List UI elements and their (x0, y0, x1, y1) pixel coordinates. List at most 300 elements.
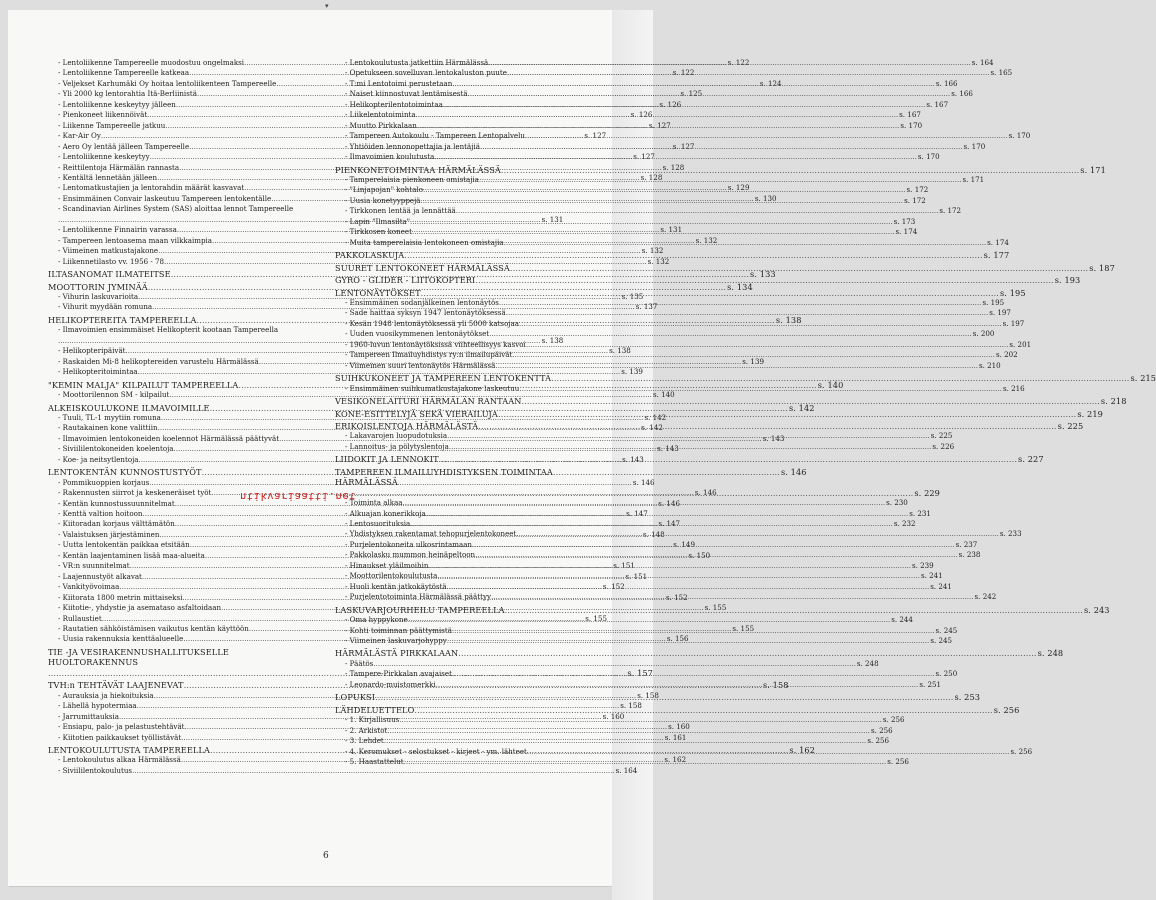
toc-entry-title: - Yli 2000 kg lentorahtia Itä-Berliinistä (58, 89, 197, 99)
toc-entry-title: - T:mi Lentotoimi perustetaan (345, 78, 453, 88)
toc-page-ref: s. 131 (660, 225, 683, 235)
toc-page-ref: s. 233 (999, 529, 1022, 539)
toc-page-ref: s. 219 (1077, 408, 1103, 419)
toc-entry-title: - Lakavarojen luopudotuksia (345, 431, 448, 441)
toc-page-ref: s. 193 (1054, 275, 1081, 286)
toc-entry-title: - 1960-luvun lentonäytöksissä viihteellisyys kasvoi (345, 339, 526, 349)
dot-leader (436, 680, 919, 690)
toc-page-ref: s. 142 (641, 423, 663, 433)
toc-entry-title: - Tuuli, TL-1 myytiin romuna (58, 412, 161, 422)
toc-entry-title: "KEMIN MALJA" KILPAILUT TAMPEREELLA (48, 379, 239, 390)
toc-entry-title: LENTOKENTÄN KUNNOSTUSTYÖT (48, 467, 202, 478)
dot-leader (452, 79, 935, 89)
toc-entry-title: - Huoli kentän jatkokäytöstä (345, 581, 447, 591)
toc-page-ref: s. 158 (620, 701, 642, 711)
dot-leader (426, 509, 909, 519)
dot-leader (132, 766, 615, 776)
dot-leader (412, 227, 895, 237)
toc-entry-title: - Aurauksia ja hiekoituksia (58, 690, 154, 700)
toc-entry-title: LIIDOKIT JA LENNOKIT (335, 454, 439, 465)
toc-page-ref: s. 170 (1008, 131, 1031, 141)
toc-entry-title: - Purjelentokoneita ulkosrintamaan (345, 539, 472, 549)
toc-entry-title: - Kentän laajentaminen lisää maa-alueita (58, 550, 205, 560)
dot-leader (421, 288, 999, 298)
dot-leader (437, 571, 920, 581)
toc-page-ref: s. 195 (1000, 287, 1026, 298)
toc-entry-title: - Kiitoradan korjaus välttämätön (58, 519, 175, 529)
dot-leader (475, 275, 1053, 285)
dot-leader (505, 605, 1083, 615)
dot-leader (498, 409, 1076, 419)
toc-page-ref: s. 237 (955, 539, 978, 549)
toc-entry-title: - Vankityövoimaa (58, 582, 120, 592)
toc-page-ref: s. 174 (895, 227, 918, 237)
toc-entry-title: - Uuden vuosikymmenen lentonäytökset (345, 329, 490, 339)
toc-entry-title: - Tampereen Ilmailuyhdistys ry:n ilmailupäivät (345, 350, 513, 360)
dot-leader (404, 757, 887, 767)
toc-page-ref: s. 253 (954, 692, 981, 703)
toc-entry-title: - Scandinavian Airlines System (SAS) aloittaa lennot Tampereelle (58, 204, 294, 214)
toc-page-ref: s. 135 (621, 291, 644, 301)
dot-leader (417, 121, 900, 131)
toc-page-ref: s. 139 (742, 356, 764, 366)
toc-page-ref: s. 256 (870, 725, 893, 735)
dot-leader (434, 152, 917, 162)
toc-entry-title: - Kentältä lennetään jälleen (58, 172, 158, 182)
toc-page-ref: s. 248 (1037, 648, 1064, 659)
toc-page-ref: s. 129 (727, 183, 750, 193)
toc-page-ref: s. 164 (615, 765, 638, 775)
toc-entry-title: - Liikelentotoiminta (345, 110, 416, 120)
toc-page-ref: s. 256 (887, 757, 909, 766)
dot-leader (501, 162, 1079, 175)
toc-page-ref: s. 167 (899, 110, 921, 120)
dot-leader (491, 592, 974, 602)
toc-page-ref: s. 132 (641, 246, 664, 256)
toc-page-ref: s. 172 (906, 185, 929, 195)
toc-page-ref: s. 160 (602, 711, 625, 721)
toc-entry-title: - Siviililentokoulutus (58, 765, 133, 775)
toc-entry-title: - Tampere-Pirkkalan avajaiset (345, 669, 452, 679)
toc-entry-title: LOPUKSI (335, 692, 376, 703)
dot-leader (495, 361, 978, 371)
dot-leader (527, 747, 1010, 757)
dot-leader (439, 454, 1017, 464)
toc-entry-title: - Pienkoneet liikennöivät (58, 110, 148, 120)
dot-leader (468, 89, 951, 99)
toc-page-ref: s. 122 (727, 58, 750, 67)
toc-entry-title: - Ilmavoimien koulutusta (345, 152, 435, 162)
toc-page-ref: s. 127 (633, 152, 655, 162)
dot-leader (375, 692, 953, 702)
toc-page-ref: s. 152 (602, 582, 625, 592)
dot-leader (423, 185, 906, 195)
dot-leader (479, 172, 962, 185)
toc-entry-title: - Purjelentotoiminta Härmälässä päättyy (345, 592, 491, 602)
toc-page-ref: s. 187 (1089, 262, 1115, 273)
toc-page-ref: s. 170 (963, 141, 986, 151)
dot-leader (488, 58, 971, 68)
toc-entry-title: TAMPEREEN ILMAILUYHDISTYKSEN TOIMINTAA HÄRMÄLÄSSÄ (335, 466, 553, 488)
toc-chapter-entry (335, 396, 1127, 407)
toc-subentry (48, 765, 638, 776)
toc-entry-title: - Ilmavoimien ensimmäiset Helikopterit kootaan Tampereella (58, 325, 279, 335)
toc-entry-title: - Rakennusten siirrot ja keskeneräiset työt (58, 488, 212, 498)
toc-entry-title: - Oma hyppykone (345, 615, 408, 625)
toc-page-ref: s. 125 (680, 89, 703, 99)
dot-leader (525, 131, 1008, 141)
toc-entry-title: - Ensimmäinen Convair laskeutuu Tampereen lentokentälle (58, 193, 272, 203)
toc-page-ref: s. 244 (891, 615, 913, 625)
toc-entry-title: - Kiitorata 1800 metrin mittaiseksi (58, 592, 183, 602)
toc-entry-title: - Moottorilentokoulutusta (345, 571, 438, 581)
toc-entry-title: - Tamperelaisia pienkoneen omistajia (345, 174, 479, 184)
binding-mark: ▾ (325, 2, 329, 10)
toc-entry-title: - Lentoliikenne Finnairin varassa (58, 225, 177, 235)
toc-entry-title: - Ensiapu, palo- ja pelastustehtävät (58, 722, 185, 732)
dot-leader (447, 431, 930, 441)
toc-subentry (335, 658, 879, 669)
toc-entry-title: ALKEISKOULUKONE ILMAVOIMILLE (48, 402, 210, 413)
toc-entry-title: ILTASANOMAT ILMATEITSE (48, 269, 171, 280)
toc-entry-title: PIENKONETOIMINTAA HÄRMÄLÄSSÄ (335, 164, 501, 175)
toc-entry-title: - 2. Arkistot (345, 725, 388, 735)
toc-entry-title: - Laajennustyöt alkavat (58, 571, 142, 581)
toc-entry-title: HELIKOPTEREITA TAMPEREELLA (48, 314, 197, 325)
dot-leader (478, 421, 1056, 431)
toc-subentry (48, 390, 675, 400)
toc-page-ref: s. 124 (759, 78, 782, 88)
toc-page-ref: s. 225 (1057, 420, 1084, 431)
toc-page-ref: s. 197 (1002, 318, 1025, 328)
toc-page-ref: s. 229 (914, 487, 940, 498)
toc-page-ref: s. 156 (666, 634, 689, 644)
toc-page-ref: s. 200 (972, 329, 995, 339)
dot-leader (489, 329, 972, 339)
toc-page-ref: s. 142 (644, 412, 667, 422)
dot-leader (452, 626, 935, 636)
toc-subentry (335, 206, 962, 216)
toc-subentry (335, 214, 916, 227)
toc-page-ref: s. 155 (585, 613, 607, 623)
toc-page-ref: s. 242 (974, 592, 997, 602)
toc-entry-title: - Veljekset Karhumäki Oy hoitaa lentoliikenteen Tampereelle (58, 78, 277, 88)
toc-entry-title: - Sade haittaa syksyn 1947 lentonäytöksessä (345, 308, 506, 318)
toc-page-ref: s. 143 (622, 454, 644, 464)
dot-leader (414, 705, 992, 715)
toc-page-ref: s. 216 (1002, 383, 1025, 393)
toc-page-ref: s. 137 (635, 302, 658, 312)
toc-entry-title: - Alkuajan konerikkoja (345, 508, 426, 518)
toc-entry-title: - Tampereen lentoasema maan vilkkaimpia (58, 235, 212, 245)
toc-entry-title: KONE-ESITTELYJÄ SEKÄ VIERAILUJA (335, 408, 498, 419)
page-number: 6 (323, 851, 329, 861)
toc-entry-title: MOOTTORIN JYMINÄÄ (48, 281, 148, 292)
toc-page-ref: s. 126 (630, 110, 653, 120)
toc-entry-title: LASKUVARJOURHEILU TAMPEREELLA (335, 604, 505, 615)
toc-page-ref: s. 201 (1009, 339, 1032, 349)
toc-page-ref: s. 248 (856, 658, 879, 668)
toc-page-ref: s. 127 (672, 141, 695, 151)
toc-entry-title: - 1. Kirjallisuus (345, 715, 400, 725)
toc-page-ref: s. 140 (817, 379, 844, 390)
toc-page-ref: s. 171 (1080, 164, 1106, 175)
toc-page-ref: s. 195 (982, 297, 1005, 307)
toc-page-ref: s. 170 (917, 152, 940, 162)
toc-page-ref: s. 197 (989, 308, 1011, 318)
toc-page-ref: s. 142 (788, 402, 815, 413)
toc-chapter-entry (48, 402, 815, 413)
toc-page-ref: s. 157 (627, 667, 653, 678)
toc-entry-title: - Ensimmäinen suihkumatkustajakone laskeutuu (345, 383, 520, 393)
toc-page-ref: s. 251 (919, 679, 942, 689)
toc-page-ref: s. 132 (695, 235, 718, 245)
toc-entry-title: - Moottorilennon SM - kilpailut (58, 390, 170, 400)
toc-entry-title: - Pommikuoppien korjaus (58, 477, 150, 487)
dot-leader (447, 582, 930, 592)
toc-entry-title: - Helikopteripäivät (58, 346, 126, 356)
dot-leader (428, 561, 911, 571)
toc-page-ref: s. 139 (621, 367, 643, 377)
dot-leader (449, 442, 932, 452)
dot-leader (404, 250, 982, 260)
dot-leader (499, 298, 982, 308)
toc-page-ref: s. 151 (625, 571, 648, 581)
toc-page-ref: s. 256 (882, 715, 905, 725)
toc-entry-title: - Kentän kunnostussuunnitelmat (58, 498, 175, 508)
toc-entry-title: - Lentokoulutus alkaa Härmälässä (58, 755, 181, 765)
dot-leader (506, 308, 989, 318)
toc-entry-title: - Tirkkonen lentää ja lennättää (345, 206, 456, 216)
toc-entry-title: - Rullaustiet (58, 613, 102, 623)
toc-entry-title: - Koe- ja neitsytlentoja (58, 454, 139, 464)
toc-entry-title: - Uutta lentokentän paikkaa etsitään (58, 540, 190, 550)
toc-entry-title: - Reittilentoja Härmälän rannasta (58, 162, 180, 172)
toc-entry-title: - Vihurit myydään romuna (58, 302, 153, 312)
dot-leader (408, 615, 891, 625)
toc-entry-title: - "Linjapojan" kohtalo (345, 185, 423, 195)
toc-entry-title: - Liikennetilasto vv. 1956 - 78 (58, 256, 165, 266)
toc-page-ref: s. 231 (909, 508, 931, 518)
dot-leader (416, 110, 899, 120)
toc-page-ref: s. 232 (893, 519, 916, 529)
toc-entry-title: HÄRMÄLÄSTÄ PIRKKALAAN (335, 648, 459, 659)
toc-entry-title: - Opetukseen sovelluvan lentokaluston puute (345, 68, 507, 78)
dot-leader (456, 206, 939, 216)
toc-entry-title: - Lentoliikenne keskeytyy (58, 152, 150, 162)
toc-entry-title: - Uusia rakennuksia kenttäalueelle (58, 634, 184, 644)
toc-entry-title: - Ensimmäinen sodanjälkeinen lentonäytös (345, 297, 499, 307)
toc-page-ref: s. 140 (652, 390, 675, 400)
toc-entry-title: - Lähellä hypotermiaa (58, 701, 137, 711)
toc-page-ref: s. 162 (664, 755, 687, 765)
toc-subentry (48, 367, 643, 377)
toc-entry-title: - Lentoliikenne Tampereelle muodostuu ongelmaksi (58, 58, 245, 67)
dot-leader (551, 373, 1129, 383)
toc-page-ref: s. 162 (789, 745, 816, 755)
toc-page-ref: s. 161 (664, 732, 687, 742)
toc-page-ref: s. 147 (626, 509, 648, 519)
toc-subentry (48, 256, 670, 267)
toc-subentry (335, 339, 1032, 350)
toc-page-ref: s. 173 (893, 216, 916, 226)
toc-page-ref: s. 133 (750, 269, 776, 280)
toc-page-ref: s. 245 (930, 636, 953, 646)
toc-page-ref: s. 132 (647, 256, 670, 266)
toc-entry-title: SUIHKUKONEET JA TAMPEREEN LENTOKENTTÄ (335, 373, 552, 384)
toc-page-ref: s. 134 (727, 281, 753, 292)
toc-page-ref: s. 238 (958, 550, 981, 560)
toc-page-ref: s. 146 (658, 498, 680, 508)
toc-page-ref: s. 158 (762, 680, 789, 691)
dot-leader (472, 540, 955, 550)
toc-entry-title: - Lentokoulutusta jatkettiin Härmälässä (345, 58, 489, 67)
toc-entry-title: - Viimeinen laskuvarjohyppy (345, 636, 447, 646)
toc-page-ref: s. 239 (912, 560, 934, 570)
dot-leader (458, 648, 1036, 658)
toc-chapter-entry (335, 648, 1064, 659)
dot-leader (516, 529, 999, 539)
toc-entry-title: - Siviililentokoneiden koelentoja (58, 444, 174, 454)
toc-entry-title: - 3. Lehdet (345, 736, 384, 746)
toc-entry-title: - Viimeinen matkustajakone (58, 246, 159, 256)
toc-page-ref: s. 150 (688, 550, 711, 560)
toc-page-ref: s. 241 (920, 571, 943, 581)
toc-entry-title: - Tampereen Autokoulu - Tampereen Lentopalvelu (345, 131, 525, 141)
toc-entry-title: - VR:n suunnitelmat (58, 561, 130, 571)
dot-leader (452, 669, 935, 679)
toc-entry-title: - Kiitotie-, yhdystie ja asemataso asfaltoidaan (58, 603, 222, 613)
toc-page-ref: s. 215 (1130, 373, 1156, 384)
toc-page-ref: s. 138 (541, 335, 564, 345)
toc-page-ref: s. 167 (926, 99, 949, 109)
toc-entry-title: LÄHDELUETTELO (335, 704, 415, 715)
toc-page-ref: s. 177 (983, 250, 1010, 261)
toc-entry-title: - Kiitotien paikkaukset työllistävät (58, 732, 182, 742)
toc-page-ref: s. 218 (1100, 396, 1127, 407)
toc-entry-title: - 5. Haastattelut (345, 757, 404, 766)
toc-page-ref: s. 230 (886, 498, 908, 508)
toc-page-ref: s. 166 (935, 78, 958, 88)
toc-page-ref: s. 210 (978, 360, 1001, 370)
toc-entry-title: - Lapin "Ilmasilta" (345, 216, 411, 226)
dot-leader (512, 350, 995, 360)
dot-leader (335, 488, 913, 498)
toc-page-ref: s. 172 (939, 206, 962, 216)
toc-page-ref: s. 152 (665, 592, 688, 602)
toc-page-ref: s. 130 (754, 193, 777, 203)
toc-page-ref: s. 256 (1010, 746, 1033, 756)
toc-subentry (335, 308, 1011, 318)
toc-page-ref: s. 170 (900, 120, 923, 130)
toc-chapter-entry (48, 269, 776, 280)
toc-page-ref: s. 171 (962, 174, 985, 184)
toc-entry-title: - Jarrumittauksia (58, 711, 120, 721)
toc-entry-title: - Toiminta alkaa (345, 498, 403, 508)
toc-entry-title: - Muita tamperelaisia lentokoneen omistajia (345, 237, 504, 247)
toc-page-ref: s. 225 (930, 431, 953, 441)
toc-entry-title: - Hinaukset yläilmoihin (345, 560, 429, 570)
toc-page-ref: s. 243 (1083, 604, 1110, 615)
toc-entry-title: LENTONÄYTÖKSET (335, 287, 421, 298)
toc-entry-title: - Lannoitus- ja pölytyslentoja (345, 441, 449, 451)
toc-page-ref: s. 131 (541, 214, 564, 224)
toc-page-ref: s. 158 (637, 690, 659, 700)
toc-chapter-entry (335, 262, 1115, 273)
toc-entry-title: - Uusia konetyyppejä (345, 195, 421, 205)
toc-page-ref: s. 160 (668, 722, 690, 732)
toc-entry-title: - Ilmavoimien lentokoneiden koelennot Härmälässä päättyvät (58, 433, 280, 443)
dot-leader (447, 636, 930, 646)
toc-page-ref: s. 164 (971, 58, 994, 67)
dot-leader (480, 142, 963, 152)
watermark: ntikvariaatti.net (240, 490, 356, 502)
dot-leader (410, 214, 893, 227)
toc-entry-title: - Yhdistyksen rakentamat tehopurjelentokoneet (345, 529, 517, 539)
dot-leader (399, 715, 882, 725)
toc-entry-title: LENTOKOULUTUSTA TAMPEREELLA (48, 745, 211, 755)
toc-page-ref: s. 146 (632, 477, 655, 487)
dot-leader (475, 550, 958, 560)
dot-leader (507, 68, 990, 78)
dot-leader (384, 736, 867, 746)
toc-page-ref: s. 241 (930, 581, 952, 591)
toc-entry-title: - Muutto Pirkkalaan (345, 120, 417, 130)
dot-leader (526, 340, 1009, 350)
toc-page-ref: s. 143 (762, 433, 785, 443)
toc-page-ref: s. 174 (987, 237, 1009, 247)
dot-leader (522, 396, 1100, 406)
toc-entry-title: - Valaistuksen järjestäminen (58, 529, 160, 539)
toc-page-ref: s. 127 (648, 120, 671, 130)
toc-page-ref: s. 122 (672, 68, 695, 78)
toc-page-ref: s. 138 (775, 314, 802, 325)
toc-entry-title: - Liikenne Tampereelle jatkuu (58, 120, 166, 130)
toc-entry-title: VESIKONELAITURI HÄRMÄLÄN RANTAAN (335, 396, 522, 407)
toc-entry-title: - Kar-Air Oy (58, 131, 101, 141)
toc-entry-title: ERIKOISLENTOJA HÄRMÄLÄSTÄ (335, 420, 479, 431)
toc-entry-title: - Lentoliikenne Tampereelle katkeaa (58, 68, 190, 78)
toc-entry-title: TIE -JA VESIRAKENNUSHALLITUKSELLE HUOLTORAKENNUS (48, 646, 229, 668)
toc-page-ref: s. 226 (932, 441, 955, 451)
toc-page-ref: s. 155 (704, 603, 727, 613)
toc-page-ref: s. 128 (640, 172, 663, 182)
toc-entry-title: - Rautakainen kone valittiin (58, 423, 158, 433)
toc-page-ref: s. 146 (780, 467, 807, 478)
toc-entry-title: PAKKOLASKUJA (335, 250, 405, 261)
toc-entry-title: - Naiset kiinnostuvat lentämisestä (345, 89, 468, 99)
toc-page-ref: s. 172 (904, 195, 926, 205)
toc-page-ref: s. 128 (662, 162, 685, 172)
toc-entry-title: - Päätös (345, 658, 374, 668)
toc-entry-title: - Vihurin laskuvarioita (58, 291, 139, 301)
toc-entry-title: - Rautatien sähköistämisen vaikutus kentän käyttöön (58, 624, 249, 634)
toc-page-ref: s. 151 (613, 561, 635, 571)
toc-entry-title: - Helikopterilentotoimintaa (345, 99, 443, 109)
dot-leader (421, 193, 904, 206)
dot-leader (510, 263, 1088, 273)
toc-entry-title: - 4. Keromukset - selostukset - kirjeet - ym. lähteet (345, 746, 527, 756)
toc-chapter-entry (335, 275, 1081, 286)
dot-leader (387, 726, 870, 736)
toc-page-ref: s. 256 (867, 736, 890, 746)
dot-leader (410, 519, 893, 529)
toc-page-ref: s. 245 (935, 625, 958, 635)
toc-chapter-entry (335, 373, 1156, 384)
dot-leader (373, 659, 856, 669)
toc-entry-title: - Viimeinen suuri lentonäytös Härmälässä (345, 360, 496, 370)
toc-page-ref: s. 155 (732, 624, 755, 634)
